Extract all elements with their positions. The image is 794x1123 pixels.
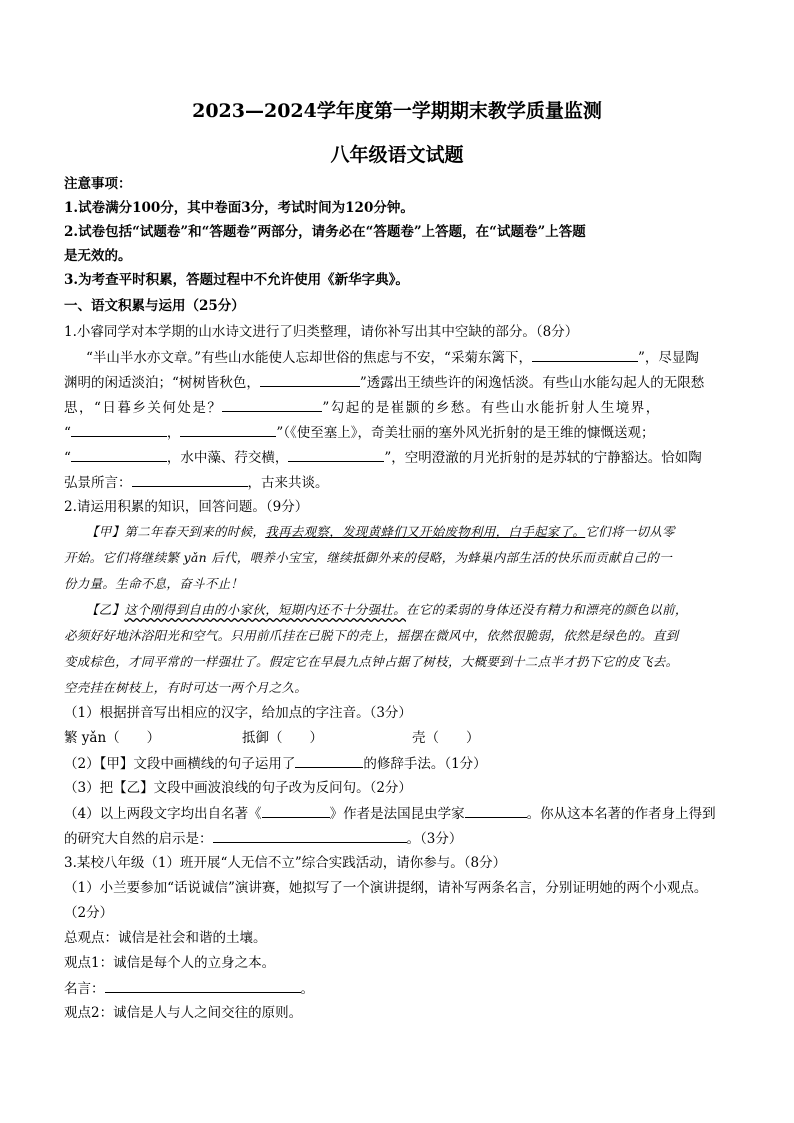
answer-diyu[interactable]: 抵御（ ） [242,730,323,746]
q2-sub4-text-a: （4）以上两段文字均出自名著《 [64,806,262,822]
notice-item-3: 3.为考查平时积累，答题过程中不允许使用《新华字典》。 [64,272,409,288]
q1-blank-2[interactable] [260,372,360,387]
q2-sub4-text-c: 。你从这本名著的作者身上得到 [526,806,716,822]
answer-fan-yan[interactable]: 繁 yǎn（ ） [64,730,161,746]
q2-sub4-blank-book[interactable] [262,803,330,818]
q1-intro: 1.小睿同学对本学期的山水诗文进行了归类整理，请你补写出其中空缺的部分。（8分） [64,324,579,340]
q3-main-point: 总观点：诚信是社会和谐的土壤。 [64,930,267,946]
exam-subtitle: 八年级语文试题 [330,144,464,166]
q2-sub2 [64,753,487,774]
q3-sub1-line-2: （2分） [64,905,114,921]
q1-line-5-text-a: “ [64,450,71,466]
q1-line-1-text-b: ”，尽显陶 [637,350,699,366]
passage-yi-wavy: 这个刚得到自由的小家伙，短期内还不十分强壮。 [124,602,407,617]
q2-sub1-answers [64,728,480,748]
notice-item-2b: 是无效的。 [64,248,132,264]
q1-line-2 [64,372,704,393]
q1-line-3 [64,397,661,418]
q1-line-5-text-b: ，水中藻、荇交横， [166,450,289,466]
q3-quote-end: 。 [300,981,314,997]
q2-sub4-line-2 [64,828,462,849]
q1-line-6-text-b: ，古来共谈。 [247,475,329,491]
q2-sub4-text-d: 的研究大自然的启示是： [64,831,213,847]
q2-sub2-blank[interactable] [295,753,363,768]
q1-line-3-text-b: ”勾起的是崔颢的乡愁。有些山水能折射人生境界， [322,400,661,416]
q1-line-2-text-a: 渊明的闲适淡泊；“树树皆秋色， [64,375,260,391]
q1-line-1 [86,347,699,368]
q2-sub4-blank-author[interactable] [465,803,527,818]
q2-sub3: （3）把【乙】文段中画波浪线的句子改为反问句。（2分） [64,780,412,796]
q1-line-1-text-a: “半山半水亦文章。”有些山水能使人忘却世俗的焦虑与不安，“采菊东篱下， [86,350,532,366]
q1-line-6-text-a: 弘景所言： [64,475,132,491]
q3-view-2: 观点2：诚信是人与人之间交往的原则。 [64,1005,303,1021]
notice-heading: 注意事项： [64,176,132,192]
answer-qiao[interactable]: 壳（ ） [412,730,480,746]
q3-quote-blank[interactable] [105,978,301,993]
q1-line-2-text-b: ”透露出王绩些许的闲逸恬淡。有些山水能勾起人的无限愁 [359,375,705,391]
q1-line-4-text-b: ， [166,425,181,441]
notice-item-1: 1.试卷满分100分，其中卷面3分，考试时间为120分钟。 [64,200,414,216]
q2-intro: 2.请运用积累的知识，回答问题。（9分） [64,499,309,515]
passage-yi-line-1 [86,600,688,620]
q3-quote-line [64,978,314,999]
q1-blank-4[interactable] [71,422,167,437]
passage-yi-line-2: 必须好好地沐浴阳光和空气。只用前爪挂在已脱下的壳上，摇摆在微风中，依然很脆弱，依然是绿色的。直到 [64,628,679,643]
q2-sub2-text-a: （2）【甲】文段中画横线的句子运用了 [64,756,296,772]
q1-line-4-text-c: ”（《使至塞上》，奇美壮丽的塞外风光折射的是王维的慷慨送观； [276,425,655,441]
passage-yi-1c: 在它的柔弱的身体还没有精力和漂亮的颜色以前， [406,602,688,617]
section-heading: 一、语文积累与运用（25分） [64,298,245,314]
q1-blank-3[interactable] [222,397,322,412]
q1-line-6 [64,472,329,493]
q3-intro: 3.某校八年级（1）班开展“人无信不立”综合实践活动，请你参与。（8分） [64,855,507,871]
passage-jia-line-3: 份力量。生命不息，奋斗不止！ [64,576,244,591]
q1-blank-1[interactable] [532,347,638,362]
passage-jia-1a: 【甲】第二年春天到来的时候， [86,524,266,539]
q2-sub4-text-e: 。（3分） [406,831,463,847]
q2-sub4 [64,803,716,824]
q1-line-5 [64,447,702,468]
exam-title: 2023—2024学年度第一学期期末教学质量监测 [192,100,602,122]
q1-blank-5[interactable] [180,422,276,437]
passage-jia-line-2: 开始。它们将继续繁 yǎn 后代，喂养小宝宝，继续抵御外来的侵略，为蜂巢内部生活的快乐而贡献自己的一 [64,550,673,565]
passage-yi-line-3: 变成棕色，才同平常的一样强壮了。假定它在早晨九点钟占据了树枝，大概要到十二点半才扔下它的皮飞去。 [64,654,679,669]
q1-line-4 [64,422,655,443]
passage-jia-1c: 它们将一切从零 [585,524,675,539]
q1-line-3-text-a: 思，“日暮乡关何处是？ [64,400,223,416]
q1-blank-8[interactable] [132,472,248,487]
q2-sub4-blank-insight[interactable] [213,828,407,843]
q2-sub2-text-b: 的修辞手法。（1分） [363,756,487,772]
q1-blank-6[interactable] [71,447,167,462]
passage-jia-underlined: 我再去观察，发现黄蜂们又开始废物利用，白手起家了。 [265,524,586,539]
q1-blank-7[interactable] [288,447,384,462]
q3-sub1-line-1: （1）小兰要参加“话说诚信”演讲赛，她拟写了一个演讲提纲，请补写两条名言，分别证明她的两个小观点。 [64,880,708,896]
q1-line-4-text-a: “ [64,425,71,441]
passage-yi-line-4: 空壳挂在树枝上，有时可达一两个月之久。 [64,680,308,695]
q2-sub1: （1）根据拼音写出相应的汉字，给加点的字注音。（3分） [64,705,412,721]
passage-jia-line-1 [86,522,675,542]
q3-view-1: 观点1：诚信是每个人的立身之本。 [64,955,276,971]
notice-item-2a: 2.试卷包括“试题卷”和“答题卷”两部分，请务必在“答题卷”上答题，在“试题卷”上答题 [64,224,586,240]
q3-quote-label: 名言： [64,981,105,997]
q2-sub4-text-b: 》作者是法国昆虫学家 [329,806,465,822]
q1-line-5-text-c: ”，空明澄澈的月光折射的是苏轼的宁静豁达。恰如陶 [384,450,702,466]
passage-yi-1a: 【乙】 [86,602,125,617]
